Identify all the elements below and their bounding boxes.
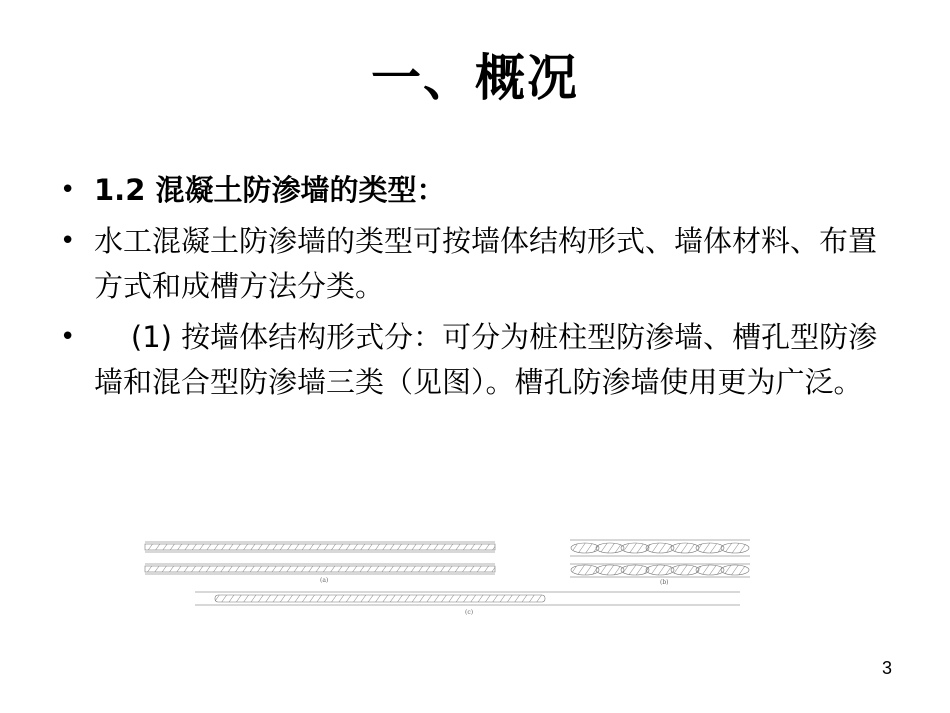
page-number: 3 bbox=[881, 658, 892, 678]
cutoff-wall-diagram bbox=[140, 530, 770, 630]
bullet-text: 水工混凝土防渗墙的类型可按墙体结构形式、墙体材料、布置方式和成槽方法分类。 bbox=[94, 224, 878, 303]
caption-a: (a) bbox=[320, 577, 329, 584]
bullet-dot: • bbox=[60, 175, 76, 205]
diagram-b bbox=[570, 540, 750, 586]
bullet-list bbox=[60, 168, 880, 411]
bullet-item bbox=[60, 219, 880, 309]
bullet-dot: • bbox=[60, 226, 76, 256]
diagram-c bbox=[195, 592, 740, 616]
bullet-text: (1) 按墙体结构形式分：可分为桩柱型防渗墙、槽孔型防渗墙和混合型防渗墙三类（见图）。槽孔防渗墙使用更为广泛。 bbox=[94, 320, 878, 399]
caption-c: (c) bbox=[465, 609, 474, 616]
bullet-item bbox=[60, 315, 880, 405]
bullet-text: 1.2 混凝土防渗墙的类型： bbox=[94, 173, 446, 207]
diagram-a bbox=[145, 542, 495, 584]
slide-title: 一、概况 bbox=[371, 49, 579, 107]
caption-b: (b) bbox=[660, 579, 669, 586]
bullet-dot: • bbox=[60, 322, 76, 352]
bullet-item bbox=[60, 168, 880, 213]
